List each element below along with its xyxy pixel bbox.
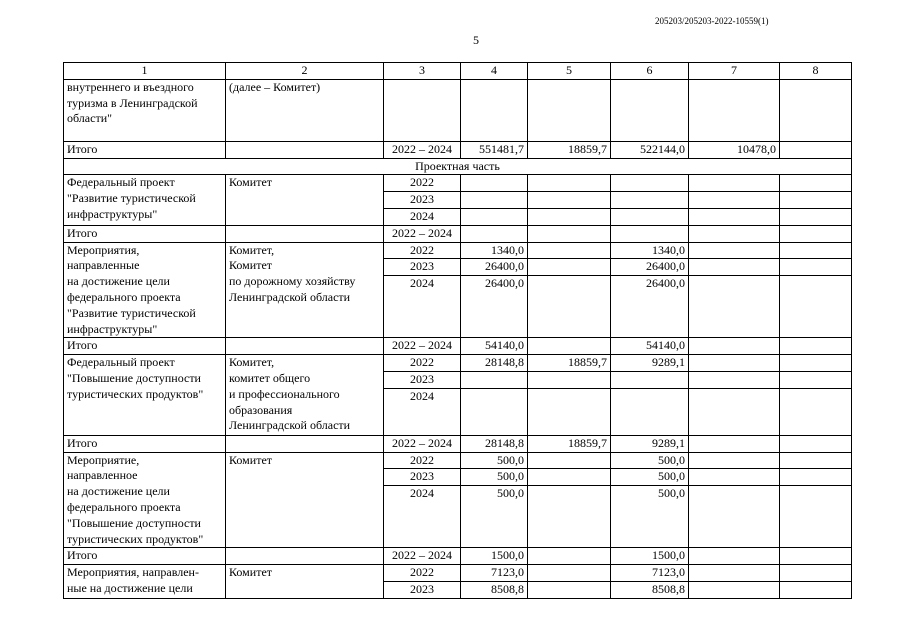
total-cell — [461, 208, 528, 225]
column-number-row — [64, 63, 852, 80]
federal-cell — [528, 371, 611, 388]
regional-cell — [611, 388, 689, 435]
federal-cell — [528, 192, 611, 209]
federal-cell — [528, 452, 611, 469]
year-cell: 2022 — [384, 175, 461, 192]
column-header: 6 — [611, 63, 689, 80]
regional-cell — [611, 192, 689, 209]
year-cell: 2024 — [384, 388, 461, 435]
document-id: 205203/205203-2022-10559(1) — [655, 16, 769, 26]
federal-cell — [528, 469, 611, 486]
total-label: Итого — [64, 435, 226, 452]
year-cell: 2023 — [384, 581, 461, 598]
column-header: 8 — [780, 63, 852, 80]
year-cell: 2024 — [384, 208, 461, 225]
federal-cell — [528, 565, 611, 582]
column-header: 4 — [461, 63, 528, 80]
table-row — [64, 175, 852, 192]
federal-cell — [528, 388, 611, 435]
total-cell: 500,0 — [461, 469, 528, 486]
federal-cell — [528, 276, 611, 338]
regional-cell — [611, 175, 689, 192]
year-cell: 2022 — [384, 242, 461, 259]
regional-cell — [611, 225, 689, 242]
total-cell: 26400,0 — [461, 259, 528, 276]
table-row — [64, 565, 852, 582]
executor-cell: Комитет — [226, 565, 384, 599]
table-row — [64, 79, 852, 141]
section-row — [64, 158, 852, 175]
regional-cell: 500,0 — [611, 452, 689, 469]
total-row — [64, 225, 852, 242]
column-header: 1 — [64, 63, 226, 80]
regional-cell: 1500,0 — [611, 548, 689, 565]
budget-table — [63, 62, 852, 599]
executor-cell: (далее – Комитет) — [226, 79, 384, 141]
federal-cell: 18859,7 — [528, 141, 611, 158]
total-cell: 26400,0 — [461, 276, 528, 338]
federal-cell — [528, 242, 611, 259]
regional-cell — [611, 371, 689, 388]
federal-cell — [528, 338, 611, 355]
regional-cell — [611, 208, 689, 225]
table-row — [64, 242, 852, 259]
total-row — [64, 435, 852, 452]
table-row — [64, 355, 852, 372]
regional-cell: 8508,8 — [611, 581, 689, 598]
years-cell: 2022 – 2024 — [384, 141, 461, 158]
total-row — [64, 338, 852, 355]
regional-cell: 26400,0 — [611, 259, 689, 276]
table-row — [64, 452, 852, 469]
column-header: 3 — [384, 63, 461, 80]
section-title: Проектная часть — [64, 158, 852, 175]
page-number: 5 — [473, 33, 479, 47]
regional-cell: 9289,1 — [611, 435, 689, 452]
total-label: Итого — [64, 225, 226, 242]
year-cell: 2023 — [384, 371, 461, 388]
total-cell: 28148,8 — [461, 435, 528, 452]
column-header: 7 — [689, 63, 780, 80]
executor-cell: Комитет — [226, 175, 384, 225]
total-cell — [461, 388, 528, 435]
years-cell: 2022 – 2024 — [384, 548, 461, 565]
total-cell — [461, 175, 528, 192]
regional-cell: 1340,0 — [611, 242, 689, 259]
project-blocks — [64, 175, 852, 565]
total-cell: 1500,0 — [461, 548, 528, 565]
federal-cell — [528, 175, 611, 192]
total-cell: 7123,0 — [461, 565, 528, 582]
program-name-cell: Мероприятие, направленное на достижение цели федерального проекта "Повышение доступности туристических продуктов" — [64, 452, 226, 548]
year-cell: 2024 — [384, 276, 461, 338]
federal-cell — [528, 225, 611, 242]
years-cell: 2022 – 2024 — [384, 435, 461, 452]
total-cell — [461, 371, 528, 388]
executor-cell: Комитет — [226, 452, 384, 548]
year-cell: 2022 — [384, 565, 461, 582]
total-cell: 1340,0 — [461, 242, 528, 259]
year-cell: 2023 — [384, 192, 461, 209]
program-name-cell: Мероприятия, направленные на достижение цели федерального проекта "Развитие туристической инфраструктуры" — [64, 242, 226, 338]
local-cell: 10478,0 — [689, 141, 780, 158]
executor-cell: Комитет, комитет общего и профессионального образования Ленинградской области — [226, 355, 384, 436]
total-cell: 500,0 — [461, 486, 528, 548]
federal-cell — [528, 548, 611, 565]
column-header: 2 — [226, 63, 384, 80]
total-label: Итого — [64, 338, 226, 355]
year-cell: 2023 — [384, 259, 461, 276]
federal-cell — [528, 208, 611, 225]
last-block — [64, 565, 852, 599]
program-name-cell: внутреннего и въездного туризма в Ленинградской области" — [64, 79, 226, 141]
federal-cell — [528, 486, 611, 548]
federal-cell: 18859,7 — [528, 355, 611, 372]
total-cell: 54140,0 — [461, 338, 528, 355]
total-cell: 500,0 — [461, 452, 528, 469]
regional-cell: 54140,0 — [611, 338, 689, 355]
total-cell: 551481,7 — [461, 141, 528, 158]
regional-cell: 7123,0 — [611, 565, 689, 582]
federal-cell — [528, 581, 611, 598]
total-label: Итого — [64, 141, 226, 158]
years-cell: 2022 – 2024 — [384, 338, 461, 355]
regional-cell: 522144,0 — [611, 141, 689, 158]
federal-cell — [528, 259, 611, 276]
year-cell: 2024 — [384, 486, 461, 548]
column-header: 5 — [528, 63, 611, 80]
program-name-cell: Федеральный проект "Развитие туристической инфраструктуры" — [64, 175, 226, 225]
year-cell: 2022 — [384, 355, 461, 372]
year-cell: 2023 — [384, 469, 461, 486]
total-row — [64, 141, 852, 158]
years-cell: 2022 – 2024 — [384, 225, 461, 242]
regional-cell: 9289,1 — [611, 355, 689, 372]
total-row — [64, 548, 852, 565]
regional-cell: 26400,0 — [611, 276, 689, 338]
total-cell: 28148,8 — [461, 355, 528, 372]
regional-cell: 500,0 — [611, 469, 689, 486]
program-name-cell: Федеральный проект "Повышение доступности туристических продуктов" — [64, 355, 226, 436]
executor-cell: Комитет, Комитет по дорожному хозяйству Ленинградской области — [226, 242, 384, 338]
total-cell — [461, 192, 528, 209]
total-label: Итого — [64, 548, 226, 565]
program-name-cell: Мероприятия, направлен- ные на достижение цели — [64, 565, 226, 599]
total-cell — [461, 225, 528, 242]
year-cell: 2022 — [384, 452, 461, 469]
regional-cell: 500,0 — [611, 486, 689, 548]
federal-cell: 18859,7 — [528, 435, 611, 452]
total-cell: 8508,8 — [461, 581, 528, 598]
